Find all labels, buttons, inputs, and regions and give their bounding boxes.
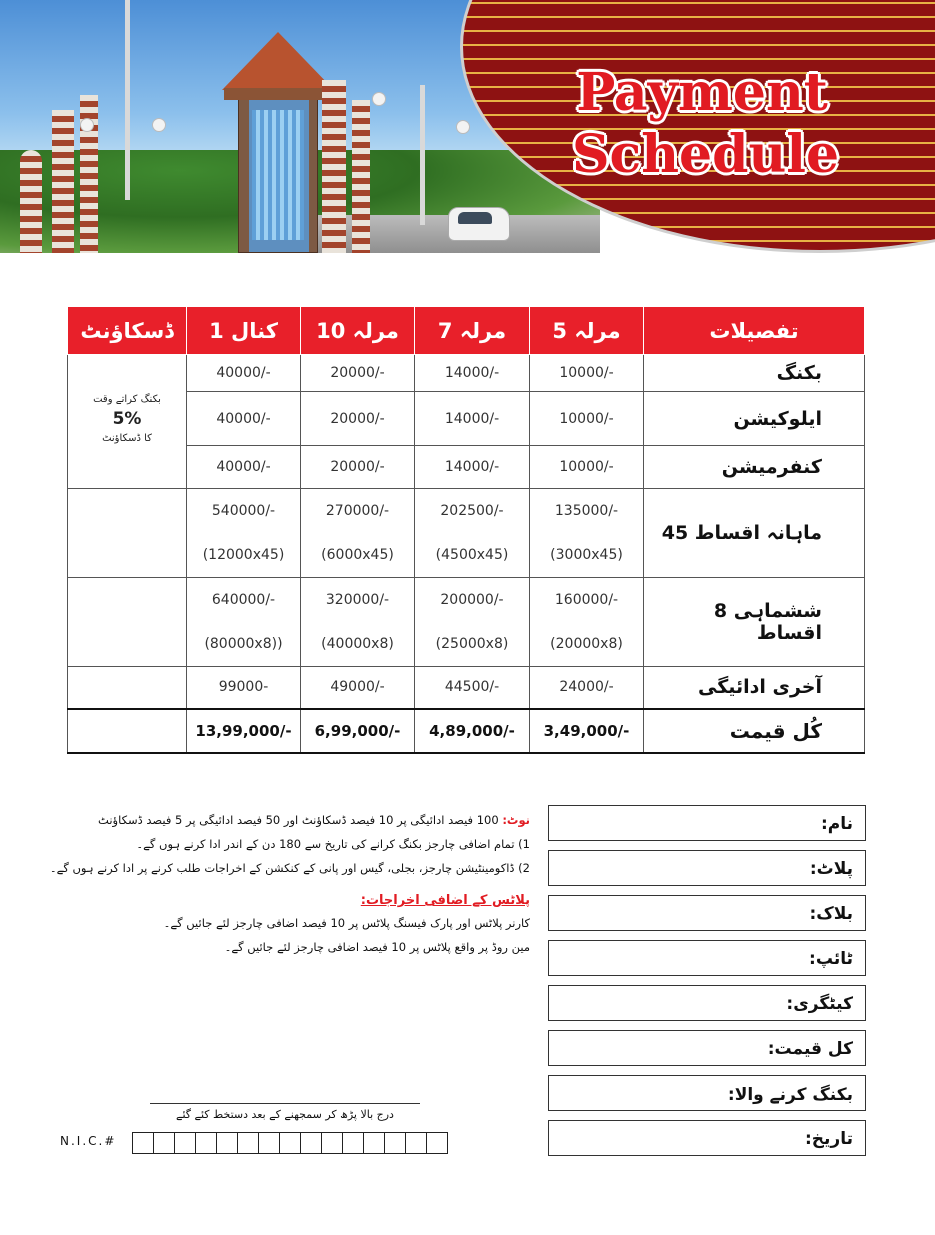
- street-lamp: [456, 120, 470, 134]
- plot-label: پلاٹ:: [809, 859, 853, 879]
- cell-m7: 44500/-: [415, 667, 530, 709]
- cell-m7: 14000/-: [415, 392, 530, 446]
- discount-cell: [68, 578, 187, 667]
- header-marla10: 10 مرلہ: [301, 307, 415, 355]
- cell-m5: [530, 489, 644, 578]
- street-lamp: [372, 92, 386, 106]
- street-lamp: [152, 118, 166, 132]
- cell-k1: 40000/-: [187, 446, 301, 489]
- cell-m10: 20000/-: [301, 446, 415, 489]
- table-row: [68, 355, 865, 392]
- gate-pillar: [20, 150, 42, 253]
- nic-digit-box[interactable]: [279, 1132, 301, 1154]
- type-field[interactable]: [548, 940, 866, 976]
- cell-m10: 20000/-: [301, 392, 415, 446]
- table-row: [68, 667, 865, 709]
- table-row: [68, 489, 865, 578]
- nic-digit-box[interactable]: [321, 1132, 343, 1154]
- cell-calc: (4500x45): [435, 547, 509, 563]
- extra-charges-item-2: مین روڈ پر واقع پلاٹس پر 10 فیصد اضافی چارجز لئے جائیں گے۔: [224, 940, 530, 954]
- table-row: [68, 578, 865, 667]
- header-details: تفصیلات: [644, 307, 865, 355]
- table-row-total: [68, 709, 865, 753]
- discount-cell: [68, 489, 187, 578]
- cell-amount: 320000/-: [325, 592, 390, 608]
- discount-percent: 5%: [112, 408, 142, 429]
- signature-caption: درج بالا پڑھ کر سمجھنے کے بعد دستخط کئے گئے: [176, 1108, 394, 1121]
- signature-line: [150, 1103, 420, 1104]
- table-row: [68, 446, 865, 489]
- gate-tower-glass: [252, 110, 304, 240]
- cell-calc: (25000x8): [435, 636, 509, 652]
- booked-by-field[interactable]: [548, 1075, 866, 1111]
- page-title-line1: Payment: [576, 62, 828, 123]
- header-discount: ڈسکاؤنٹ: [68, 307, 187, 355]
- type-label: ٹائپ:: [809, 949, 853, 969]
- cell-m7: 4,89,000/-: [415, 709, 530, 753]
- header-marla7: 7 مرلہ: [415, 307, 530, 355]
- cell-k1: 40000/-: [187, 392, 301, 446]
- block-field[interactable]: [548, 895, 866, 931]
- cell-calc: (12000x45): [202, 547, 285, 563]
- header-banner: [0, 0, 935, 253]
- header-kanal1: 1 کنال: [187, 307, 301, 355]
- cell-amount: 202500/-: [440, 503, 504, 519]
- nic-input-boxes[interactable]: [133, 1132, 448, 1154]
- discount-note-line1: بکنگ کراتے وقت: [93, 393, 161, 405]
- cell-calc: (6000x45): [321, 547, 394, 563]
- name-field[interactable]: [548, 805, 866, 841]
- cell-amount: 640000/-: [211, 592, 276, 608]
- date-field[interactable]: [548, 1120, 866, 1156]
- cell-calc: (40000x8): [321, 636, 394, 652]
- cell-m5: 10000/-: [530, 355, 644, 392]
- total-price-label: کل قیمت:: [767, 1039, 853, 1059]
- cell-k1: 13,99,000/-: [187, 709, 301, 753]
- note-line: [60, 808, 530, 832]
- name-label: نام:: [820, 814, 853, 834]
- note-item-2: 2) ڈاکومینٹیشن چارجز، بجلی، گیس اور پانی کے کنکشن کے اخراجات طلب کرنے پر ادا کرنے ہوں گے۔: [49, 861, 530, 875]
- cell-m10: [301, 489, 415, 578]
- nic-digit-box[interactable]: [216, 1132, 238, 1154]
- header-marla5: 5 مرلہ: [530, 307, 644, 355]
- cell-m5: [530, 578, 644, 667]
- cell-calc: (3000x45): [550, 547, 623, 563]
- cell-k1: 99000-: [187, 667, 301, 709]
- nic-digit-box[interactable]: [195, 1132, 217, 1154]
- nic-digit-box[interactable]: [426, 1132, 448, 1154]
- cell-amount: 540000/-: [211, 503, 276, 519]
- table-row: [68, 392, 865, 446]
- page-title: [572, 62, 840, 186]
- street-lamp: [80, 118, 94, 132]
- date-label: تاریخ:: [805, 1129, 853, 1149]
- nic-digit-box[interactable]: [237, 1132, 259, 1154]
- gate-pillar: [52, 110, 74, 253]
- category-label: کیٹگری:: [786, 994, 853, 1014]
- plot-field[interactable]: [548, 850, 866, 886]
- cell-calc: (80000x8)): [204, 636, 283, 652]
- table-header-row: [68, 307, 865, 355]
- cell-k1: [187, 489, 301, 578]
- street-lamp-pole: [125, 0, 130, 200]
- nic-digit-box[interactable]: [384, 1132, 406, 1154]
- cell-m7: [415, 578, 530, 667]
- row-label-allocation: ایلوکیشن: [644, 392, 865, 446]
- cell-amount: 270000/-: [325, 503, 390, 519]
- discount-note-line2: کا ڈسکاؤنٹ: [102, 432, 152, 444]
- note-text: 100 فیصد ادائیگی پر 10 فیصد ڈسکاؤنٹ اور 50 فیصد ادائیگی پر 5 فیصد ڈسکاؤنٹ: [98, 813, 499, 827]
- discount-cell: [68, 446, 187, 489]
- cell-amount: 200000/-: [440, 592, 504, 608]
- row-label-monthly: 45 ماہانہ اقساط: [644, 489, 865, 578]
- nic-digit-box[interactable]: [153, 1132, 175, 1154]
- cell-m7: 14000/-: [415, 446, 530, 489]
- row-label-half-yearly: 8 ششماہی اقساط: [644, 578, 865, 667]
- cell-m5: 24000/-: [530, 667, 644, 709]
- payment-schedule-table: [67, 306, 865, 754]
- note-item-1: 1) تمام اضافی چارجز بکنگ کرانے کی تاریخ سے 180 دن کے اندر ادا کرنے ہوں گے۔: [136, 837, 530, 851]
- nic-digit-box[interactable]: [405, 1132, 427, 1154]
- discount-note-cell: [68, 392, 187, 446]
- cell-m10: 20000/-: [301, 355, 415, 392]
- nic-digit-box[interactable]: [132, 1132, 154, 1154]
- discount-cell: [68, 709, 187, 753]
- cell-amount: 160000/-: [554, 592, 619, 608]
- row-label-total: کُل قیمت: [644, 709, 865, 753]
- category-field[interactable]: [548, 985, 866, 1021]
- note-heading: نوٹ:: [502, 813, 530, 827]
- nic-digit-box[interactable]: [300, 1132, 322, 1154]
- gate-tower-roof: [222, 32, 334, 90]
- notes-section: [49, 808, 530, 959]
- cell-m10: 49000/-: [301, 667, 415, 709]
- discount-cell: [68, 355, 187, 392]
- cell-m7: 14000/-: [415, 355, 530, 392]
- total-price-field[interactable]: [548, 1030, 866, 1066]
- nic-label: N.I.C.#: [60, 1134, 117, 1148]
- cell-amount: 135000/-: [554, 503, 619, 519]
- cell-m7: [415, 489, 530, 578]
- extra-charges-item-1: کارنر پلاٹس اور پارک فیسنگ پلاٹس پر 10 فیصد اضافی چارجز لئے جائیں گے۔: [163, 916, 530, 930]
- booked-by-label: بکنگ کرنے والا:: [727, 1085, 853, 1105]
- row-label-confirmation: کنفرمیشن: [644, 446, 865, 489]
- block-label: بلاک:: [809, 904, 853, 924]
- gate-tower-cap: [224, 88, 332, 100]
- row-label-booking: بکنگ: [644, 355, 865, 392]
- nic-digit-box[interactable]: [363, 1132, 385, 1154]
- customer-form: [548, 805, 866, 1165]
- nic-digit-box[interactable]: [342, 1132, 364, 1154]
- cell-m5: 3,49,000/-: [530, 709, 644, 753]
- cell-k1: 40000/-: [187, 355, 301, 392]
- car-window: [458, 212, 492, 224]
- cell-calc: (20000x8): [550, 636, 623, 652]
- nic-digit-box[interactable]: [258, 1132, 280, 1154]
- discount-note: [72, 392, 182, 446]
- page-title-line2: Schedule: [572, 124, 840, 185]
- cell-m5: 10000/-: [530, 392, 644, 446]
- street-lamp-pole: [420, 85, 425, 225]
- extra-charges-heading: پلاٹس کے اضافی اخراجات:: [360, 893, 530, 908]
- cell-m10: [301, 578, 415, 667]
- gate-pillar: [322, 80, 346, 253]
- discount-cell: [68, 667, 187, 709]
- gate-pillar: [352, 100, 370, 253]
- cell-m5: 10000/-: [530, 446, 644, 489]
- row-label-final: آخری ادائیگی: [644, 667, 865, 709]
- cell-m10: 6,99,000/-: [301, 709, 415, 753]
- nic-digit-box[interactable]: [174, 1132, 196, 1154]
- cell-k1: [187, 578, 301, 667]
